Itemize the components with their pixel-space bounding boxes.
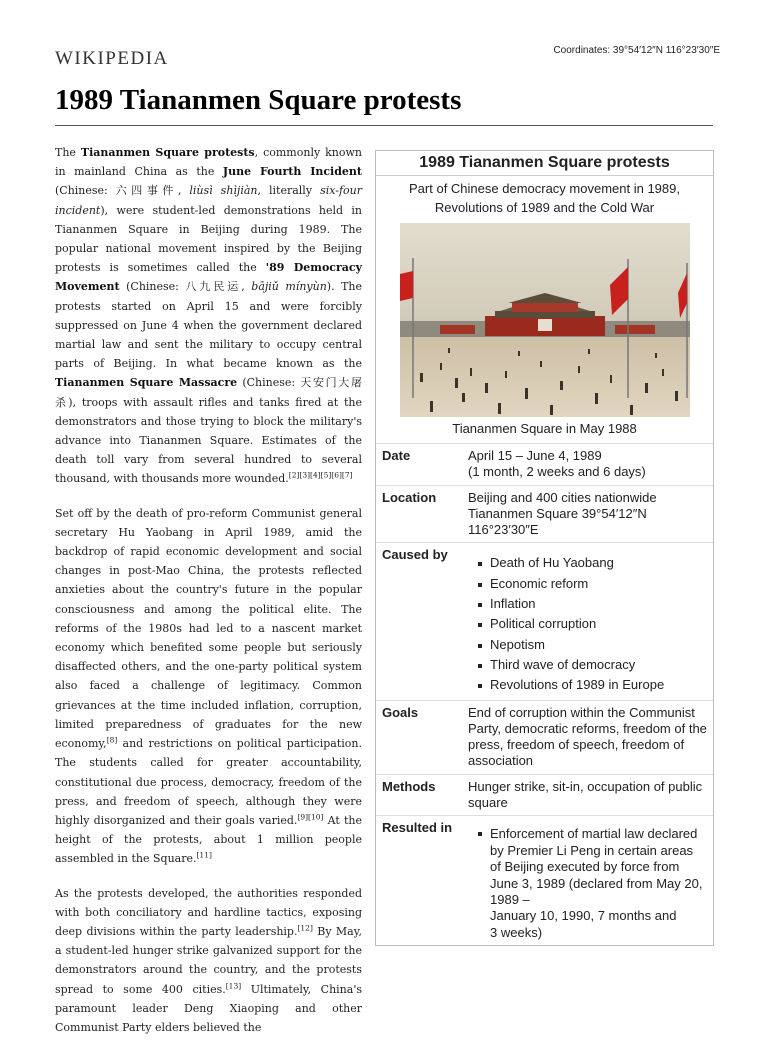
list-item[interactable]: Revolutions of 1989 in Europe — [490, 675, 707, 695]
list-item[interactable]: Economic reform — [490, 574, 707, 594]
row-value: End of corruption within the Communist Party, democratic reforms, freedom of the press, freedom of speech, freedom of association — [468, 704, 707, 769]
list-item[interactable]: Nepotism — [490, 635, 707, 655]
bold-term-massacre: Tiananmen Square Massacre — [55, 376, 238, 390]
paragraph-2: Set off by the death of pro-reform Communist general secretary Hu Yaobang in April 1989, amid the backdrop of rapid economic development and social changes in post-Mao China, the protests reflected anxieties about the country's future in the popular consciousness and among the political elite. The reforms of the 1980s had led to a nascent market economy which benefited some people but seriously disaffected others, and the one-party political system also faced a challenge of legitimacy. Common grievances at the time included inflation, corruption, limited preparedness of graduates for the new economy,[8] and restrictions on political participation. The students called for greater accountability, constitutional due process, democracy, freedom of the press, and freedom of speech, although they were highly disorganized and their goals varied.[9][10] At the height of the protests, about 1 million people assembled in the Square.[11] — [55, 506, 362, 866]
wikipedia-logo[interactable]: WIKIPEDIA — [55, 48, 169, 69]
bold-term-89-movement: '89 Democracy Movement — [55, 261, 362, 294]
list-item[interactable]: Inflation — [490, 594, 707, 614]
citation-link[interactable]: [2][3][4][5][6][7] — [288, 470, 353, 480]
pinyin-text: liùsì shìjiàn — [189, 184, 258, 198]
list-item: Enforcement of martial law declared by Premier Li Peng in certain areas of Beijing executed by force from June 3, 1989 (declared from May 20, 1989 – January 10, 1990, 7 months and 3 weeks) — [490, 826, 707, 941]
citation-link[interactable]: [8] — [106, 735, 118, 745]
article-body — [55, 143, 362, 1052]
coordinates-link[interactable]: Coordinates: 39°54′12″N 116°23′30″E — [553, 45, 720, 56]
paragraph-1: The Tiananmen Square protests, commonly known in mainland China as the June Fourth Incident (Chinese: 六四事件, liùsì shìjiàn, literally six-four incident), were student-led demonstrations held in Tiananmen Square in Beijing during 1989. The popular national movement inspired by the Beijing protests is sometimes called the '89 Democracy Movement (Chinese: 八九民运, bājiǔ mínyùn). The protests started on April 15 and were forcibly suppressed on June 4 when the government declared martial law and sent the military to occupy central parts of Beijing. In what became known as the Tiananmen Square Massacre (Chinese: 天安门大屠杀), troops with assault rifles and tanks fired at the demonstrators and those trying to block the military's advance into Tiananmen Square. Estimates of the death toll vary from several hundred to several thousand, with thousands more wounded.[2][3][4][5][6][7] — [55, 146, 363, 486]
page-title: 1989 Tiananmen Square protests — [55, 84, 462, 116]
chinese-text: 天安门大屠杀 — [55, 376, 362, 409]
causes-list — [468, 547, 707, 695]
paragraph-3: As the protests developed, the authorities responded with both conciliatory and hardline tactics, exposing deep divisions within the party leadership.[12] By May, a student-led hunger strike galvanized support for the demonstrators around the country, and the protests spread to some 400 cities.[13] Ultimately, China's paramount leader Deng Xiaoping and other Communist Party elders believed the — [55, 886, 362, 1034]
row-location — [376, 485, 713, 543]
chinese-text: 六四事件 — [115, 184, 178, 198]
row-label: Resulted in — [382, 820, 453, 836]
infobox-title: 1989 Tiananmen Square protests — [376, 151, 713, 176]
row-value — [464, 543, 713, 699]
infobox-subtitle: Part of Chinese democracy movement in 1989, Revolutions of 1989 and the Cold War — [409, 181, 680, 215]
citation-link[interactable]: [12] — [297, 923, 313, 933]
infobox — [375, 150, 714, 946]
row-label: Methods — [382, 778, 436, 794]
photo-caption: Tiananmen Square in May 1988 — [452, 421, 637, 436]
row-resulted-in — [376, 815, 713, 945]
row-caused-by — [376, 542, 713, 699]
bold-term-protests: Tiananmen Square protests — [80, 146, 255, 159]
row-label: Caused by — [382, 547, 448, 563]
row-value: Beijing and 400 cities nationwide Tiananmen Square 39°54′12″N 116°23′30″E — [464, 486, 713, 543]
row-label: Location — [382, 489, 437, 505]
list-item[interactable]: Political corruption — [490, 614, 707, 634]
row-goals — [376, 700, 713, 774]
row-label: Date — [382, 448, 411, 463]
results-list — [468, 820, 707, 941]
list-item[interactable]: Third wave of democracy — [490, 655, 707, 675]
coordinates-link[interactable]: Tiananmen Square 39°54′12″N — [468, 505, 647, 521]
row-value: April 15 – June 4, 1989 (1 month, 2 weeks and 6 days) — [468, 448, 646, 480]
location-link[interactable]: Beijing and 400 cities nationwide — [468, 489, 657, 505]
citation-link[interactable]: [11] — [196, 850, 212, 860]
row-label: Goals — [382, 704, 419, 720]
chinese-text: 八九民运 — [185, 280, 242, 294]
list-item[interactable]: Death of Hu Yaobang — [490, 553, 707, 573]
tiananmen-square-photo[interactable] — [400, 223, 690, 417]
row-value — [464, 816, 713, 945]
pinyin-text: bājiǔ mínyùn — [251, 280, 327, 294]
row-methods — [376, 774, 713, 816]
literal-text: six-four incident — [55, 184, 362, 217]
citation-link[interactable]: [13] — [225, 980, 242, 990]
row-date — [376, 443, 713, 485]
row-value: Hunger strike, sit-in, occupation of public square — [468, 778, 703, 811]
bold-term-june-fourth: June Fourth Incident — [222, 165, 363, 179]
citation-link[interactable]: [9][10] — [297, 812, 324, 822]
title-divider — [55, 125, 713, 126]
